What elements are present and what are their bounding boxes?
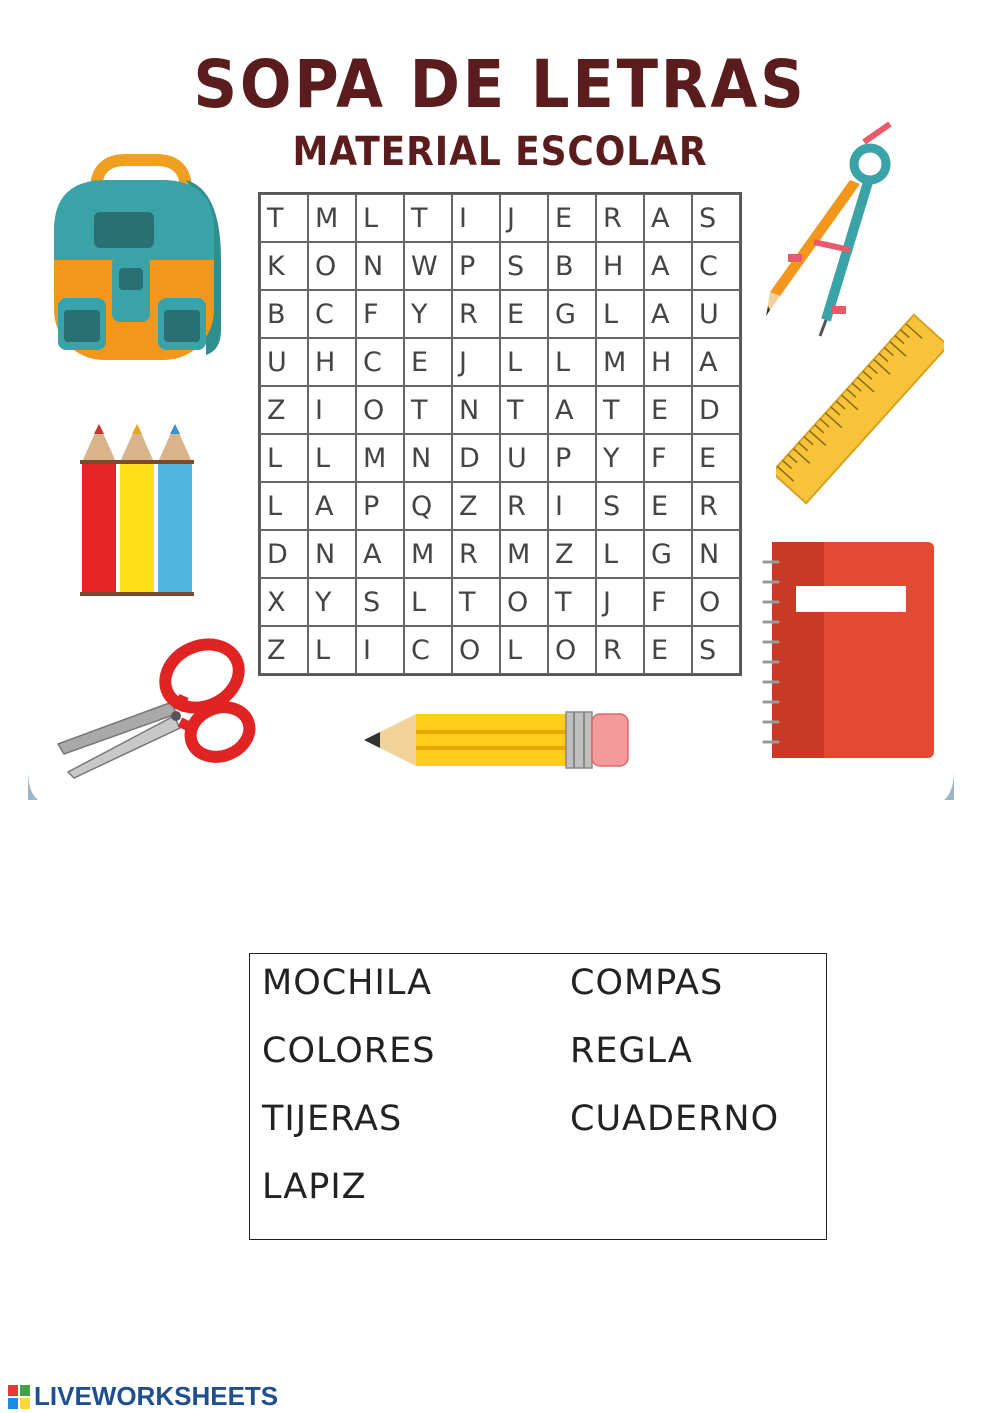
grid-cell[interactable]: N xyxy=(308,530,356,578)
word-list-box xyxy=(249,953,827,1240)
word-regla: REGLA xyxy=(570,1031,693,1071)
grid-cell[interactable]: U xyxy=(692,290,740,338)
grid-cell[interactable]: L xyxy=(260,434,308,482)
notebook-icon xyxy=(762,540,936,760)
grid-cell[interactable]: M xyxy=(308,194,356,242)
grid-cell[interactable]: E xyxy=(644,482,692,530)
grid-cell[interactable]: Z xyxy=(260,386,308,434)
grid-cell[interactable]: G xyxy=(548,290,596,338)
grid-cell[interactable]: L xyxy=(548,338,596,386)
grid-cell[interactable]: Y xyxy=(596,434,644,482)
grid-cell[interactable]: I xyxy=(308,386,356,434)
grid-cell[interactable]: B xyxy=(260,290,308,338)
grid-cell[interactable]: Z xyxy=(452,482,500,530)
grid-cell[interactable]: A xyxy=(644,194,692,242)
grid-cell[interactable]: L xyxy=(500,338,548,386)
grid-cell[interactable]: C xyxy=(692,242,740,290)
grid-cell[interactable]: N xyxy=(356,242,404,290)
backpack-icon xyxy=(36,150,226,372)
grid-cell[interactable]: A xyxy=(644,290,692,338)
grid-cell[interactable]: T xyxy=(452,578,500,626)
grid-cell[interactable]: J xyxy=(596,578,644,626)
footer-brand-text: LIVEWORKSHEETS xyxy=(34,1381,279,1411)
grid-cell[interactable]: L xyxy=(500,626,548,674)
word-tijeras: TIJERAS xyxy=(262,1099,403,1139)
grid-cell[interactable]: T xyxy=(404,194,452,242)
grid-cell[interactable]: A xyxy=(548,386,596,434)
word-mochila: MOCHILA xyxy=(262,963,433,1003)
grid-cell[interactable]: C xyxy=(404,626,452,674)
grid-cell[interactable]: D xyxy=(452,434,500,482)
grid-cell[interactable]: F xyxy=(644,434,692,482)
grid-cell[interactable]: Z xyxy=(260,626,308,674)
page-title: SOPA DE LETRAS xyxy=(193,46,807,123)
grid-cell[interactable]: O xyxy=(356,386,404,434)
liveworksheets-logo-icon xyxy=(8,1385,30,1409)
grid-cell[interactable]: R xyxy=(500,482,548,530)
grid-cell[interactable]: A xyxy=(356,530,404,578)
word-colores: COLORES xyxy=(262,1031,436,1071)
grid-cell[interactable]: Q xyxy=(404,482,452,530)
grid-cell[interactable]: P xyxy=(452,242,500,290)
grid-cell[interactable]: W xyxy=(404,242,452,290)
grid-cell[interactable]: M xyxy=(356,434,404,482)
grid-cell[interactable]: O xyxy=(308,242,356,290)
grid-cell[interactable]: A xyxy=(692,338,740,386)
grid-cell[interactable]: P xyxy=(356,482,404,530)
grid-cell[interactable]: F xyxy=(356,290,404,338)
grid-cell[interactable]: I xyxy=(356,626,404,674)
grid-cell[interactable]: U xyxy=(260,338,308,386)
grid-cell[interactable]: T xyxy=(596,386,644,434)
grid-cell[interactable]: N xyxy=(692,530,740,578)
grid-cell[interactable]: T xyxy=(404,386,452,434)
grid-cell[interactable]: L xyxy=(260,482,308,530)
grid-cell[interactable]: T xyxy=(500,386,548,434)
scissors-icon xyxy=(54,636,258,782)
grid-cell[interactable]: L xyxy=(596,290,644,338)
grid-cell[interactable]: B xyxy=(548,242,596,290)
grid-cell[interactable]: C xyxy=(356,338,404,386)
grid-cell[interactable]: R xyxy=(596,194,644,242)
grid-cell[interactable]: I xyxy=(452,194,500,242)
grid-cell[interactable]: D xyxy=(260,530,308,578)
grid-cell[interactable]: J xyxy=(452,338,500,386)
grid-cell[interactable]: M xyxy=(404,530,452,578)
grid-cell[interactable]: M xyxy=(500,530,548,578)
grid-cell[interactable]: E xyxy=(500,290,548,338)
grid-cell[interactable]: G xyxy=(644,530,692,578)
grid-cell[interactable]: X xyxy=(260,578,308,626)
grid-cell[interactable]: E xyxy=(644,626,692,674)
grid-cell[interactable]: Z xyxy=(548,530,596,578)
pencil-icon xyxy=(360,708,632,770)
grid-cell[interactable]: S xyxy=(692,626,740,674)
grid-cell[interactable]: F xyxy=(644,578,692,626)
grid-cell[interactable]: L xyxy=(308,434,356,482)
grid-cell[interactable]: A xyxy=(308,482,356,530)
grid-cell[interactable]: C xyxy=(308,290,356,338)
frame-corner-left xyxy=(26,770,40,800)
grid-cell[interactable]: R xyxy=(596,626,644,674)
grid-cell[interactable]: I xyxy=(548,482,596,530)
frame-corner-right xyxy=(942,770,956,800)
word-cuaderno: CUADERNO xyxy=(570,1099,780,1139)
grid-cell[interactable]: L xyxy=(596,530,644,578)
word-compas: COMPAS xyxy=(570,963,724,1003)
grid-cell[interactable]: Y xyxy=(404,290,452,338)
grid-cell[interactable]: H xyxy=(644,338,692,386)
grid-cell[interactable]: N xyxy=(404,434,452,482)
grid-cell[interactable]: S xyxy=(692,194,740,242)
grid-cell[interactable]: L xyxy=(308,626,356,674)
ruler-icon xyxy=(776,298,944,520)
grid-cell[interactable]: R xyxy=(452,290,500,338)
grid-cell[interactable]: O xyxy=(692,578,740,626)
grid-cell[interactable]: T xyxy=(260,194,308,242)
grid-cell[interactable]: L xyxy=(356,194,404,242)
grid-cell[interactable]: L xyxy=(404,578,452,626)
grid-cell[interactable]: E xyxy=(692,434,740,482)
grid-cell[interactable]: Y xyxy=(308,578,356,626)
footer-brand[interactable] xyxy=(8,1381,278,1412)
grid-cell[interactable]: O xyxy=(548,626,596,674)
grid-cell[interactable]: H xyxy=(596,242,644,290)
grid-cell[interactable]: E xyxy=(548,194,596,242)
grid-cell[interactable]: H xyxy=(308,338,356,386)
grid-cell[interactable]: U xyxy=(500,434,548,482)
grid-cell[interactable]: K xyxy=(260,242,308,290)
grid-cell[interactable]: N xyxy=(452,386,500,434)
grid-cell[interactable]: S xyxy=(596,482,644,530)
grid-cell[interactable]: T xyxy=(548,578,596,626)
grid-cell[interactable]: O xyxy=(452,626,500,674)
grid-cell[interactable]: J xyxy=(500,194,548,242)
page-subtitle: MATERIAL ESCOLAR xyxy=(292,129,708,175)
grid-cell[interactable]: P xyxy=(548,434,596,482)
grid-cell[interactable]: O xyxy=(500,578,548,626)
word-lapiz: LAPIZ xyxy=(262,1167,367,1207)
grid-cell[interactable]: M xyxy=(596,338,644,386)
grid-cell[interactable]: S xyxy=(500,242,548,290)
grid-cell[interactable]: E xyxy=(404,338,452,386)
grid-cell[interactable]: E xyxy=(644,386,692,434)
letter-grid[interactable] xyxy=(258,192,742,676)
grid-cell[interactable]: S xyxy=(356,578,404,626)
grid-cell[interactable]: R xyxy=(452,530,500,578)
grid-cell[interactable]: R xyxy=(692,482,740,530)
colored-pencils-icon xyxy=(78,420,200,596)
grid-cell[interactable]: D xyxy=(692,386,740,434)
grid-cell[interactable]: A xyxy=(644,242,692,290)
